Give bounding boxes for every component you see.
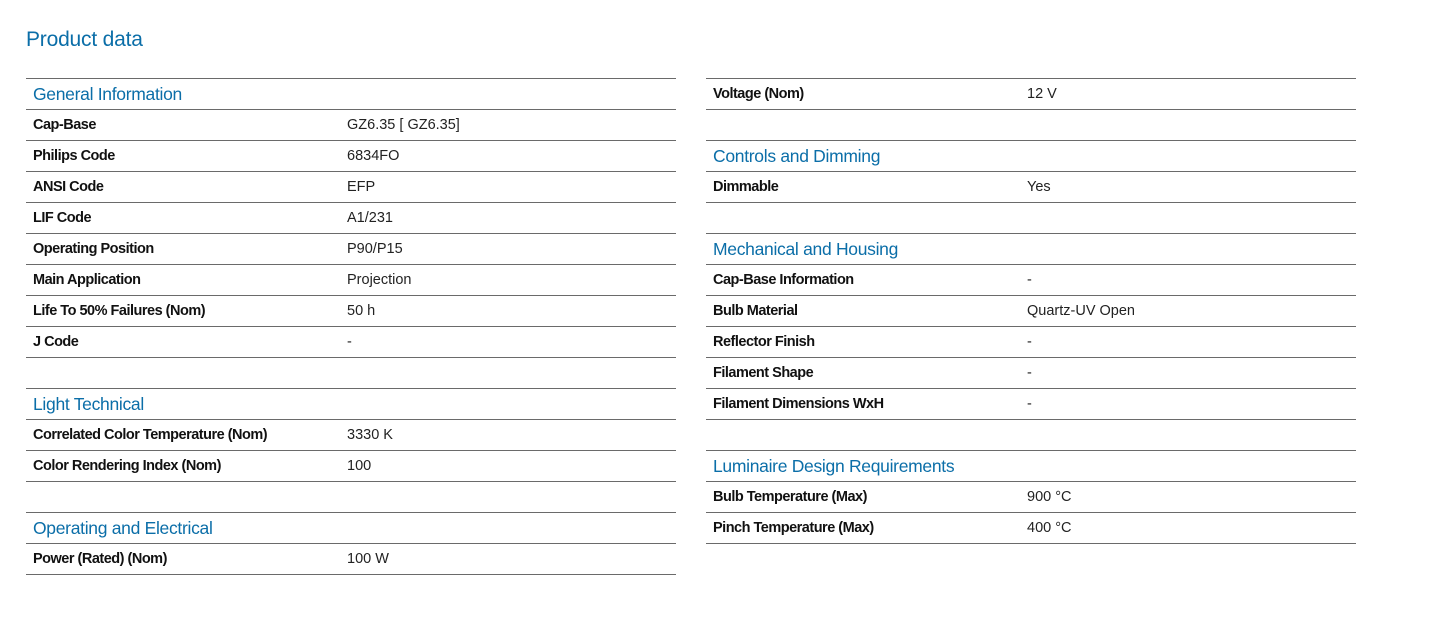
spec-value: 50 h (347, 303, 376, 319)
spec-value: 400 °C (1027, 520, 1072, 536)
spec-value: - (347, 334, 352, 350)
spec-label: Life To 50% Failures (Nom) (33, 303, 206, 319)
spec-value: EFP (347, 179, 376, 195)
spec-row-cap-base-information (706, 265, 1356, 296)
spec-label: Pinch Temperature (Max) (713, 520, 874, 536)
spec-row-correlated-color-temperature (26, 420, 676, 451)
spec-value: GZ6.35 [ GZ6.35] (347, 117, 460, 133)
spec-row-voltage (706, 79, 1356, 110)
spec-label: Power (Rated) (Nom) (33, 551, 167, 567)
spec-value: 6834FO (347, 148, 400, 164)
spec-row-main-application (26, 265, 676, 296)
spec-value: 3330 K (347, 427, 393, 443)
spec-row-bulb-material (706, 296, 1356, 327)
section-heading-text: Mechanical and Housing (713, 238, 899, 259)
spacer-row (706, 420, 1356, 451)
spec-row-bulb-temperature (706, 482, 1356, 513)
spec-label: Operating Position (33, 241, 154, 257)
spec-label: Color Rendering Index (Nom) (33, 458, 221, 474)
spec-label: Cap-Base Information (713, 272, 854, 288)
spec-value: 900 °C (1027, 489, 1072, 505)
spec-label: Cap-Base (33, 117, 96, 133)
spec-row-pinch-temperature (706, 513, 1356, 544)
spec-row-lif-code (26, 203, 676, 234)
spacer-row (706, 203, 1356, 234)
spec-row-life-to-50-failures (26, 296, 676, 327)
section-heading-operating-electrical (26, 513, 676, 544)
spec-label: ANSI Code (33, 179, 104, 195)
spec-value: 100 W (347, 551, 389, 567)
spec-value: P90/P15 (347, 241, 403, 257)
section-heading-controls-dimming (706, 141, 1356, 172)
spec-label: Filament Shape (713, 365, 814, 381)
spec-value: A1/231 (347, 210, 393, 226)
section-heading-text: Controls and Dimming (713, 145, 881, 166)
spec-row-cap-base (26, 110, 676, 141)
spec-label: Correlated Color Temperature (Nom) (33, 427, 268, 443)
left-spec-column (26, 78, 676, 575)
section-heading-text: Luminaire Design Requirements (713, 455, 955, 476)
section-heading-text: Operating and Electrical (33, 517, 213, 538)
spec-value: 12 V (1027, 86, 1057, 102)
spacer-row (706, 110, 1356, 141)
spec-value: Yes (1027, 179, 1051, 195)
spec-row-philips-code (26, 141, 676, 172)
spacer-row (26, 482, 676, 513)
section-heading-general-information (26, 79, 676, 110)
spec-row-ansi-code (26, 172, 676, 203)
spec-label: J Code (33, 334, 79, 350)
section-heading-light-technical (26, 389, 676, 420)
spec-value: Projection (347, 272, 412, 288)
spec-label: LIF Code (33, 210, 92, 226)
spec-label: Philips Code (33, 148, 115, 164)
spec-label: Dimmable (713, 179, 779, 195)
spec-value: Quartz-UV Open (1027, 303, 1135, 319)
spec-label: Bulb Material (713, 303, 798, 319)
spec-row-j-code (26, 327, 676, 358)
spec-row-operating-position (26, 234, 676, 265)
spec-row-power-rated (26, 544, 676, 575)
page-title: Product data (26, 28, 143, 51)
spec-label: Reflector Finish (713, 334, 815, 350)
spec-row-filament-shape (706, 358, 1356, 389)
section-heading-text: Light Technical (33, 393, 144, 414)
spec-row-color-rendering-index (26, 451, 676, 482)
spec-value: 100 (347, 458, 372, 474)
spec-label: Voltage (Nom) (713, 86, 804, 102)
spec-label: Bulb Temperature (Max) (713, 489, 867, 505)
spec-row-filament-dimensions (706, 389, 1356, 420)
spec-label: Filament Dimensions WxH (713, 396, 884, 412)
spec-value: - (1027, 334, 1032, 350)
spec-row-reflector-finish (706, 327, 1356, 358)
spec-row-dimmable (706, 172, 1356, 203)
spec-value: - (1027, 272, 1032, 288)
spec-label: Main Application (33, 272, 141, 288)
spec-value: - (1027, 396, 1032, 412)
section-heading-text: General Information (33, 83, 182, 104)
section-heading-mechanical-housing (706, 234, 1356, 265)
spec-value: - (1027, 365, 1032, 381)
right-spec-column (706, 78, 1356, 544)
section-heading-luminaire-design (706, 451, 1356, 482)
spacer-row (26, 358, 676, 389)
